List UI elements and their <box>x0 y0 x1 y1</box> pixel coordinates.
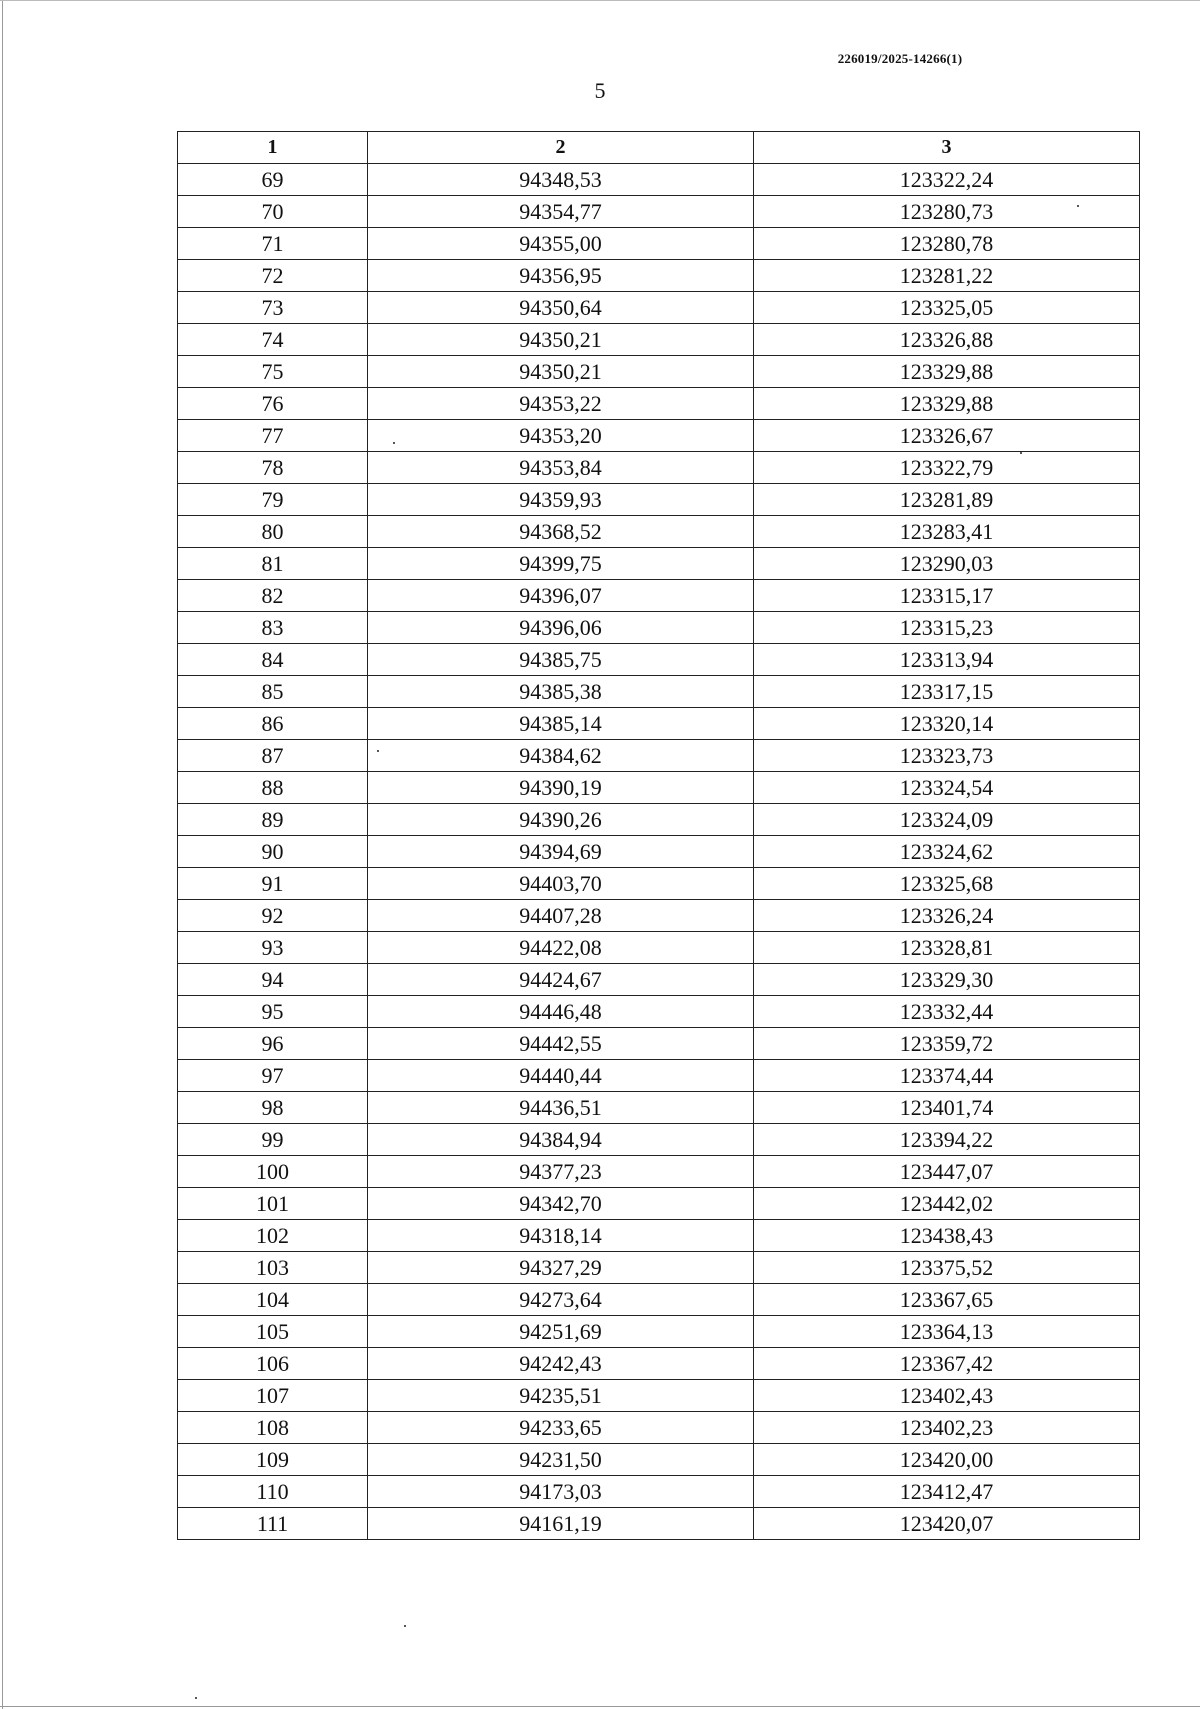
table-cell: 94350,21 <box>368 324 754 356</box>
table-row <box>178 420 1140 452</box>
table-cell: 94242,43 <box>368 1348 754 1380</box>
table-row <box>178 1284 1140 1316</box>
table-cell: 69 <box>178 164 368 196</box>
table-cell: 90 <box>178 836 368 868</box>
table-row <box>178 228 1140 260</box>
table-cell: 94396,06 <box>368 612 754 644</box>
table-cell: 71 <box>178 228 368 260</box>
table-cell: 94422,08 <box>368 932 754 964</box>
table-cell: 101 <box>178 1188 368 1220</box>
table-cell: 123283,41 <box>754 516 1140 548</box>
table-cell: 79 <box>178 484 368 516</box>
table-cell: 99 <box>178 1124 368 1156</box>
table-cell: 84 <box>178 644 368 676</box>
table-cell: 94273,64 <box>368 1284 754 1316</box>
table-row <box>178 1380 1140 1412</box>
table-cell: 123329,88 <box>754 356 1140 388</box>
table-cell: 123280,78 <box>754 228 1140 260</box>
scan-border-left <box>2 0 3 1709</box>
table-row <box>178 612 1140 644</box>
table-cell: 123315,23 <box>754 612 1140 644</box>
table-cell: 94233,65 <box>368 1412 754 1444</box>
table-cell: 94251,69 <box>368 1316 754 1348</box>
table-cell: 102 <box>178 1220 368 1252</box>
table-row <box>178 1124 1140 1156</box>
table-row <box>178 196 1140 228</box>
table-row <box>178 1412 1140 1444</box>
table-cell: 91 <box>178 868 368 900</box>
table-cell: 123326,88 <box>754 324 1140 356</box>
table-cell: 94384,94 <box>368 1124 754 1156</box>
table-cell: 109 <box>178 1444 368 1476</box>
table-row <box>178 324 1140 356</box>
page-number: 5 <box>594 78 606 103</box>
table-cell: 123281,22 <box>754 260 1140 292</box>
table-cell: 123447,07 <box>754 1156 1140 1188</box>
scan-speck <box>377 750 379 752</box>
table-cell: 123412,47 <box>754 1476 1140 1508</box>
table-cell: 94359,93 <box>368 484 754 516</box>
column-header: 3 <box>754 132 1140 164</box>
table-cell: 94368,52 <box>368 516 754 548</box>
scan-speck <box>1020 452 1022 454</box>
table-cell: 98 <box>178 1092 368 1124</box>
table-row <box>178 1444 1140 1476</box>
table-cell: 94 <box>178 964 368 996</box>
document-reference: 226019/2025-14266(1) <box>837 51 963 66</box>
table-cell: 94407,28 <box>368 900 754 932</box>
table-cell: 123320,14 <box>754 708 1140 740</box>
column-header: 1 <box>178 132 368 164</box>
table-cell: 94396,07 <box>368 580 754 612</box>
table-cell: 123322,79 <box>754 452 1140 484</box>
table-cell: 110 <box>178 1476 368 1508</box>
table-row <box>178 964 1140 996</box>
scan-speck <box>1077 205 1079 207</box>
table-row <box>178 548 1140 580</box>
table-row <box>178 1156 1140 1188</box>
table-row <box>178 804 1140 836</box>
table-cell: 94399,75 <box>368 548 754 580</box>
table-cell: 111 <box>178 1508 368 1540</box>
table-cell: 81 <box>178 548 368 580</box>
table-cell: 94377,23 <box>368 1156 754 1188</box>
table-row <box>178 900 1140 932</box>
table-row <box>178 644 1140 676</box>
table-cell: 93 <box>178 932 368 964</box>
table-cell: 94354,77 <box>368 196 754 228</box>
table-row <box>178 676 1140 708</box>
table-cell: 106 <box>178 1348 368 1380</box>
table-row <box>178 164 1140 196</box>
table-cell: 123332,44 <box>754 996 1140 1028</box>
table-row <box>178 1220 1140 1252</box>
table-cell: 82 <box>178 580 368 612</box>
table-cell: 94424,67 <box>368 964 754 996</box>
table-cell: 96 <box>178 1028 368 1060</box>
table-cell: 100 <box>178 1156 368 1188</box>
coordinates-table <box>177 131 1140 1540</box>
table-cell: 70 <box>178 196 368 228</box>
table-cell: 123420,00 <box>754 1444 1140 1476</box>
table-cell: 73 <box>178 292 368 324</box>
table-cell: 94235,51 <box>368 1380 754 1412</box>
table-cell: 123322,24 <box>754 164 1140 196</box>
table-cell: 94350,64 <box>368 292 754 324</box>
table-cell: 123325,05 <box>754 292 1140 324</box>
column-header: 2 <box>368 132 754 164</box>
table-cell: 123402,23 <box>754 1412 1140 1444</box>
table-cell: 123323,73 <box>754 740 1140 772</box>
table-row <box>178 1476 1140 1508</box>
table-cell: 123364,13 <box>754 1316 1140 1348</box>
table-row <box>178 708 1140 740</box>
table-cell: 123324,54 <box>754 772 1140 804</box>
table-cell: 123328,81 <box>754 932 1140 964</box>
table-row <box>178 932 1140 964</box>
scan-speck <box>404 1625 406 1627</box>
table-cell: 94436,51 <box>368 1092 754 1124</box>
table-cell: 89 <box>178 804 368 836</box>
table-row <box>178 292 1140 324</box>
table-cell: 94355,00 <box>368 228 754 260</box>
table-cell: 83 <box>178 612 368 644</box>
table-cell: 94353,22 <box>368 388 754 420</box>
table-cell: 94350,21 <box>368 356 754 388</box>
table-cell: 123375,52 <box>754 1252 1140 1284</box>
table-cell: 72 <box>178 260 368 292</box>
table-row <box>178 1060 1140 1092</box>
table-cell: 94442,55 <box>368 1028 754 1060</box>
table-cell: 123324,09 <box>754 804 1140 836</box>
table-row <box>178 580 1140 612</box>
table-cell: 94385,14 <box>368 708 754 740</box>
table-cell: 94318,14 <box>368 1220 754 1252</box>
table-cell: 103 <box>178 1252 368 1284</box>
table-cell: 94390,19 <box>368 772 754 804</box>
table-cell: 75 <box>178 356 368 388</box>
table-row <box>178 1508 1140 1540</box>
table-cell: 94327,29 <box>368 1252 754 1284</box>
table-row <box>178 356 1140 388</box>
table-cell: 94353,84 <box>368 452 754 484</box>
table-row <box>178 1092 1140 1124</box>
table-cell: 123401,74 <box>754 1092 1140 1124</box>
table-cell: 123317,15 <box>754 676 1140 708</box>
table-row <box>178 516 1140 548</box>
table-cell: 94353,20 <box>368 420 754 452</box>
table-cell: 94385,38 <box>368 676 754 708</box>
table-row <box>178 1252 1140 1284</box>
table-cell: 123326,67 <box>754 420 1140 452</box>
table-cell: 123359,72 <box>754 1028 1140 1060</box>
table-row <box>178 868 1140 900</box>
table-cell: 123367,65 <box>754 1284 1140 1316</box>
table-row <box>178 996 1140 1028</box>
table-cell: 123313,94 <box>754 644 1140 676</box>
table-cell: 94161,19 <box>368 1508 754 1540</box>
table-row <box>178 1188 1140 1220</box>
table-row <box>178 1028 1140 1060</box>
table-cell: 104 <box>178 1284 368 1316</box>
table-cell: 94390,26 <box>368 804 754 836</box>
table-cell: 123290,03 <box>754 548 1140 580</box>
table-row <box>178 772 1140 804</box>
table-cell: 123442,02 <box>754 1188 1140 1220</box>
table-cell: 123394,22 <box>754 1124 1140 1156</box>
table-cell: 88 <box>178 772 368 804</box>
table-row <box>178 260 1140 292</box>
table-cell: 92 <box>178 900 368 932</box>
table-cell: 97 <box>178 1060 368 1092</box>
scan-border-bottom <box>0 1706 1200 1707</box>
table-body <box>178 164 1140 1540</box>
table-cell: 77 <box>178 420 368 452</box>
table-cell: 94356,95 <box>368 260 754 292</box>
table-cell: 123281,89 <box>754 484 1140 516</box>
table-cell: 108 <box>178 1412 368 1444</box>
table-row <box>178 836 1140 868</box>
table-cell: 76 <box>178 388 368 420</box>
table-cell: 123325,68 <box>754 868 1140 900</box>
table-cell: 123324,62 <box>754 836 1140 868</box>
table-cell: 94231,50 <box>368 1444 754 1476</box>
table-cell: 85 <box>178 676 368 708</box>
table-cell: 94348,53 <box>368 164 754 196</box>
table-cell: 87 <box>178 740 368 772</box>
table-cell: 95 <box>178 996 368 1028</box>
table-cell: 123402,43 <box>754 1380 1140 1412</box>
table-cell: 94385,75 <box>368 644 754 676</box>
table-cell: 94173,03 <box>368 1476 754 1508</box>
table-cell: 123329,30 <box>754 964 1140 996</box>
table-cell: 74 <box>178 324 368 356</box>
table-cell: 123280,73 <box>754 196 1140 228</box>
table-cell: 123367,42 <box>754 1348 1140 1380</box>
table-cell: 94394,69 <box>368 836 754 868</box>
table-header-row <box>178 132 1140 164</box>
table-cell: 78 <box>178 452 368 484</box>
scan-speck <box>393 442 395 444</box>
table-row <box>178 484 1140 516</box>
table-cell: 94440,44 <box>368 1060 754 1092</box>
table-cell: 86 <box>178 708 368 740</box>
table-cell: 123374,44 <box>754 1060 1140 1092</box>
scan-speck <box>195 1697 197 1699</box>
table-row <box>178 452 1140 484</box>
table-cell: 94384,62 <box>368 740 754 772</box>
table-cell: 94446,48 <box>368 996 754 1028</box>
table-cell: 123329,88 <box>754 388 1140 420</box>
table-cell: 123438,43 <box>754 1220 1140 1252</box>
table-cell: 80 <box>178 516 368 548</box>
table-cell: 123420,07 <box>754 1508 1140 1540</box>
table-cell: 94403,70 <box>368 868 754 900</box>
table-cell: 123326,24 <box>754 900 1140 932</box>
table-row <box>178 388 1140 420</box>
table-cell: 94342,70 <box>368 1188 754 1220</box>
table-cell: 105 <box>178 1316 368 1348</box>
scan-border-top <box>0 0 1200 1</box>
table-row <box>178 1316 1140 1348</box>
table-cell: 107 <box>178 1380 368 1412</box>
table-row <box>178 1348 1140 1380</box>
table-row <box>178 740 1140 772</box>
table-cell: 123315,17 <box>754 580 1140 612</box>
